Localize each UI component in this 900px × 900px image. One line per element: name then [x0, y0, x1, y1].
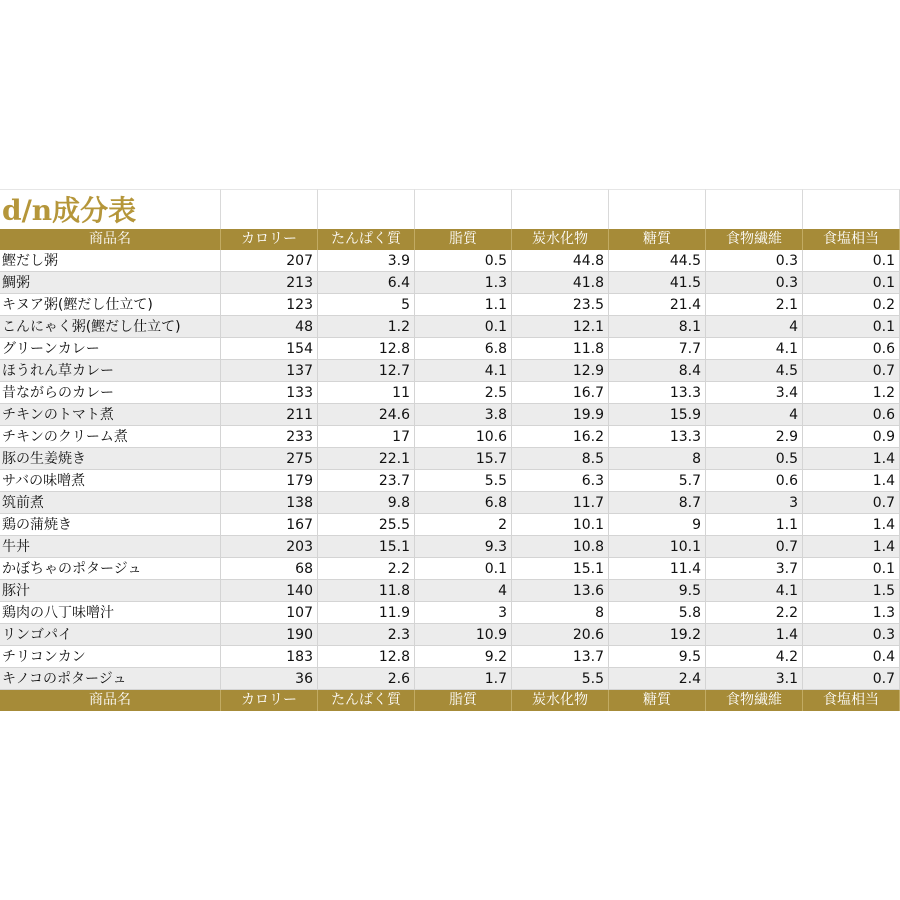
value-cell[interactable]: 0.1 [803, 558, 900, 580]
value-cell[interactable]: 6.8 [415, 338, 512, 360]
value-cell[interactable]: 233 [221, 426, 318, 448]
value-cell[interactable]: 5.8 [609, 602, 706, 624]
value-cell[interactable]: 0.7 [803, 668, 900, 690]
product-name-cell[interactable]: ほうれん草カレー [0, 360, 221, 382]
value-cell[interactable]: 36 [221, 668, 318, 690]
value-cell[interactable]: 0.1 [803, 316, 900, 338]
value-cell[interactable]: 8 [512, 602, 609, 624]
value-cell[interactable]: 12.8 [318, 338, 415, 360]
header-col-5[interactable]: 糖質 [609, 229, 706, 250]
value-cell[interactable]: 11 [318, 382, 415, 404]
value-cell[interactable]: 17 [318, 426, 415, 448]
value-cell[interactable]: 4.1 [706, 338, 803, 360]
value-cell[interactable]: 6.8 [415, 492, 512, 514]
value-cell[interactable]: 7.7 [609, 338, 706, 360]
value-cell[interactable]: 203 [221, 536, 318, 558]
value-cell[interactable]: 0.4 [803, 646, 900, 668]
value-cell[interactable]: 10.6 [415, 426, 512, 448]
value-cell[interactable]: 1.5 [803, 580, 900, 602]
value-cell[interactable]: 10.9 [415, 624, 512, 646]
footer-col-6[interactable]: 食物繊維 [706, 690, 803, 711]
value-cell[interactable]: 15.7 [415, 448, 512, 470]
value-cell[interactable]: 9 [609, 514, 706, 536]
value-cell[interactable]: 8.4 [609, 360, 706, 382]
value-cell[interactable]: 123 [221, 294, 318, 316]
value-cell[interactable]: 211 [221, 404, 318, 426]
value-cell[interactable]: 4 [706, 316, 803, 338]
value-cell[interactable]: 2.1 [706, 294, 803, 316]
value-cell[interactable]: 13.3 [609, 382, 706, 404]
empty-cell[interactable] [512, 189, 609, 229]
value-cell[interactable]: 11.8 [512, 338, 609, 360]
header-col-7[interactable]: 食塩相当 [803, 229, 900, 250]
value-cell[interactable]: 4.1 [706, 580, 803, 602]
value-cell[interactable]: 11.7 [512, 492, 609, 514]
value-cell[interactable]: 4.1 [415, 360, 512, 382]
value-cell[interactable]: 0.5 [706, 448, 803, 470]
value-cell[interactable]: 179 [221, 470, 318, 492]
product-name-cell[interactable]: チキンのクリーム煮 [0, 426, 221, 448]
product-name-cell[interactable]: サバの味噌煮 [0, 470, 221, 492]
header-col-2[interactable]: たんぱく質 [318, 229, 415, 250]
value-cell[interactable]: 0.6 [803, 404, 900, 426]
value-cell[interactable]: 21.4 [609, 294, 706, 316]
value-cell[interactable]: 24.6 [318, 404, 415, 426]
value-cell[interactable]: 9.8 [318, 492, 415, 514]
product-name-cell[interactable]: 牛丼 [0, 536, 221, 558]
value-cell[interactable]: 3.7 [706, 558, 803, 580]
value-cell[interactable]: 1.1 [415, 294, 512, 316]
header-col-0[interactable]: 商品名 [0, 229, 221, 250]
empty-cell[interactable] [706, 189, 803, 229]
empty-cell[interactable] [415, 189, 512, 229]
product-name-cell[interactable]: 筑前煮 [0, 492, 221, 514]
value-cell[interactable]: 6.4 [318, 272, 415, 294]
value-cell[interactable]: 4.2 [706, 646, 803, 668]
empty-cell[interactable] [221, 189, 318, 229]
value-cell[interactable]: 1.4 [803, 536, 900, 558]
value-cell[interactable]: 20.6 [512, 624, 609, 646]
value-cell[interactable]: 133 [221, 382, 318, 404]
value-cell[interactable]: 8 [609, 448, 706, 470]
empty-cell[interactable] [609, 189, 706, 229]
product-name-cell[interactable]: 豚汁 [0, 580, 221, 602]
value-cell[interactable]: 140 [221, 580, 318, 602]
footer-col-1[interactable]: カロリー [221, 690, 318, 711]
value-cell[interactable]: 12.8 [318, 646, 415, 668]
header-col-6[interactable]: 食物繊維 [706, 229, 803, 250]
value-cell[interactable]: 1.1 [706, 514, 803, 536]
value-cell[interactable]: 1.3 [803, 602, 900, 624]
value-cell[interactable]: 41.8 [512, 272, 609, 294]
value-cell[interactable]: 0.1 [415, 558, 512, 580]
value-cell[interactable]: 4 [706, 404, 803, 426]
footer-col-2[interactable]: たんぱく質 [318, 690, 415, 711]
product-name-cell[interactable]: キノコのポタージュ [0, 668, 221, 690]
nutrition-table [0, 229, 900, 711]
value-cell[interactable]: 11.8 [318, 580, 415, 602]
value-cell[interactable]: 190 [221, 624, 318, 646]
spreadsheet [0, 189, 900, 711]
value-cell[interactable]: 68 [221, 558, 318, 580]
value-cell[interactable]: 107 [221, 602, 318, 624]
value-cell[interactable]: 3.8 [415, 404, 512, 426]
product-name-cell[interactable]: 鶏の蒲焼き [0, 514, 221, 536]
product-name-cell[interactable]: かぼちゃのポタージュ [0, 558, 221, 580]
value-cell[interactable]: 19.2 [609, 624, 706, 646]
value-cell[interactable]: 23.7 [318, 470, 415, 492]
value-cell[interactable]: 275 [221, 448, 318, 470]
value-cell[interactable]: 2.3 [318, 624, 415, 646]
value-cell[interactable]: 1.4 [803, 514, 900, 536]
value-cell[interactable]: 0.6 [706, 470, 803, 492]
value-cell[interactable]: 12.9 [512, 360, 609, 382]
value-cell[interactable]: 12.7 [318, 360, 415, 382]
value-cell[interactable]: 5.5 [415, 470, 512, 492]
value-cell[interactable]: 11.9 [318, 602, 415, 624]
value-cell[interactable]: 0.6 [803, 338, 900, 360]
value-cell[interactable]: 8.5 [512, 448, 609, 470]
value-cell[interactable]: 1.7 [415, 668, 512, 690]
value-cell[interactable]: 167 [221, 514, 318, 536]
value-cell[interactable]: 0.1 [803, 272, 900, 294]
value-cell[interactable]: 137 [221, 360, 318, 382]
value-cell[interactable]: 2.4 [609, 668, 706, 690]
value-cell[interactable]: 2 [415, 514, 512, 536]
footer-col-4[interactable]: 炭水化物 [512, 690, 609, 711]
product-name-cell[interactable]: リンゴパイ [0, 624, 221, 646]
empty-cell[interactable] [803, 189, 900, 229]
value-cell[interactable]: 3.9 [318, 250, 415, 272]
value-cell[interactable]: 1.4 [803, 448, 900, 470]
value-cell[interactable]: 9.2 [415, 646, 512, 668]
value-cell[interactable]: 0.3 [803, 624, 900, 646]
product-name-cell[interactable]: チキンのトマト煮 [0, 404, 221, 426]
product-name-cell[interactable]: 昔ながらのカレー [0, 382, 221, 404]
product-name-cell[interactable]: 鰹だし粥 [0, 250, 221, 272]
value-cell[interactable]: 0.7 [706, 536, 803, 558]
value-cell[interactable]: 183 [221, 646, 318, 668]
empty-cell[interactable] [318, 189, 415, 229]
value-cell[interactable]: 0.3 [706, 250, 803, 272]
product-name-cell[interactable]: 鯛粥 [0, 272, 221, 294]
value-cell[interactable]: 0.1 [415, 316, 512, 338]
value-cell[interactable]: 13.3 [609, 426, 706, 448]
value-cell[interactable]: 0.9 [803, 426, 900, 448]
value-cell[interactable]: 0.1 [803, 250, 900, 272]
value-cell[interactable]: 2.6 [318, 668, 415, 690]
value-cell[interactable]: 11.4 [609, 558, 706, 580]
product-name-cell[interactable]: こんにゃく粥(鰹だし仕立て) [0, 316, 221, 338]
value-cell[interactable]: 10.1 [609, 536, 706, 558]
value-cell[interactable]: 13.6 [512, 580, 609, 602]
product-name-cell[interactable]: チリコンカン [0, 646, 221, 668]
product-name-cell[interactable]: 豚の生姜焼き [0, 448, 221, 470]
value-cell[interactable]: 138 [221, 492, 318, 514]
value-cell[interactable]: 4 [415, 580, 512, 602]
value-cell[interactable]: 1.2 [803, 382, 900, 404]
value-cell[interactable]: 5 [318, 294, 415, 316]
value-cell[interactable]: 44.8 [512, 250, 609, 272]
value-cell[interactable]: 2.5 [415, 382, 512, 404]
value-cell[interactable]: 2.2 [318, 558, 415, 580]
value-cell[interactable]: 2.9 [706, 426, 803, 448]
value-cell[interactable]: 15.9 [609, 404, 706, 426]
value-cell[interactable]: 0.5 [415, 250, 512, 272]
value-cell[interactable]: 1.2 [318, 316, 415, 338]
value-cell[interactable]: 3 [706, 492, 803, 514]
value-cell[interactable]: 9.5 [609, 646, 706, 668]
footer-col-5[interactable]: 糖質 [609, 690, 706, 711]
value-cell[interactable]: 41.5 [609, 272, 706, 294]
value-cell[interactable]: 15.1 [512, 558, 609, 580]
value-cell[interactable]: 207 [221, 250, 318, 272]
value-cell[interactable]: 16.7 [512, 382, 609, 404]
value-cell[interactable]: 3.4 [706, 382, 803, 404]
value-cell[interactable]: 154 [221, 338, 318, 360]
value-cell[interactable]: 9.3 [415, 536, 512, 558]
value-cell[interactable]: 5.5 [512, 668, 609, 690]
value-cell[interactable]: 48 [221, 316, 318, 338]
value-cell[interactable]: 6.3 [512, 470, 609, 492]
value-cell[interactable]: 0.2 [803, 294, 900, 316]
value-cell[interactable]: 12.1 [512, 316, 609, 338]
product-name-cell[interactable]: キヌア粥(鰹だし仕立て) [0, 294, 221, 316]
header-col-1[interactable]: カロリー [221, 229, 318, 250]
value-cell[interactable]: 4.5 [706, 360, 803, 382]
product-name-cell[interactable]: 鶏肉の八丁味噌汁 [0, 602, 221, 624]
value-cell[interactable]: 5.7 [609, 470, 706, 492]
footer-col-3[interactable]: 脂質 [415, 690, 512, 711]
value-cell[interactable]: 10.8 [512, 536, 609, 558]
value-cell[interactable]: 1.4 [803, 470, 900, 492]
value-cell[interactable]: 1.4 [706, 624, 803, 646]
value-cell[interactable]: 8.1 [609, 316, 706, 338]
value-cell[interactable]: 25.5 [318, 514, 415, 536]
value-cell[interactable]: 9.5 [609, 580, 706, 602]
value-cell[interactable]: 23.5 [512, 294, 609, 316]
value-cell[interactable]: 10.1 [512, 514, 609, 536]
sheet-title[interactable]: d/n成分表 [0, 189, 221, 229]
value-cell[interactable]: 13.7 [512, 646, 609, 668]
value-cell[interactable]: 19.9 [512, 404, 609, 426]
value-cell[interactable]: 3.1 [706, 668, 803, 690]
value-cell[interactable]: 44.5 [609, 250, 706, 272]
value-cell[interactable]: 1.3 [415, 272, 512, 294]
value-cell[interactable]: 213 [221, 272, 318, 294]
value-cell[interactable]: 3 [415, 602, 512, 624]
header-col-3[interactable]: 脂質 [415, 229, 512, 250]
footer-col-0[interactable]: 商品名 [0, 690, 221, 711]
title-row [0, 189, 900, 229]
value-cell[interactable]: 16.2 [512, 426, 609, 448]
value-cell[interactable]: 2.2 [706, 602, 803, 624]
header-col-4[interactable]: 炭水化物 [512, 229, 609, 250]
footer-col-7[interactable]: 食塩相当 [803, 690, 900, 711]
value-cell[interactable]: 0.7 [803, 360, 900, 382]
value-cell[interactable]: 8.7 [609, 492, 706, 514]
value-cell[interactable]: 0.3 [706, 272, 803, 294]
value-cell[interactable]: 22.1 [318, 448, 415, 470]
value-cell[interactable]: 15.1 [318, 536, 415, 558]
product-name-cell[interactable]: グリーンカレー [0, 338, 221, 360]
value-cell[interactable]: 0.7 [803, 492, 900, 514]
